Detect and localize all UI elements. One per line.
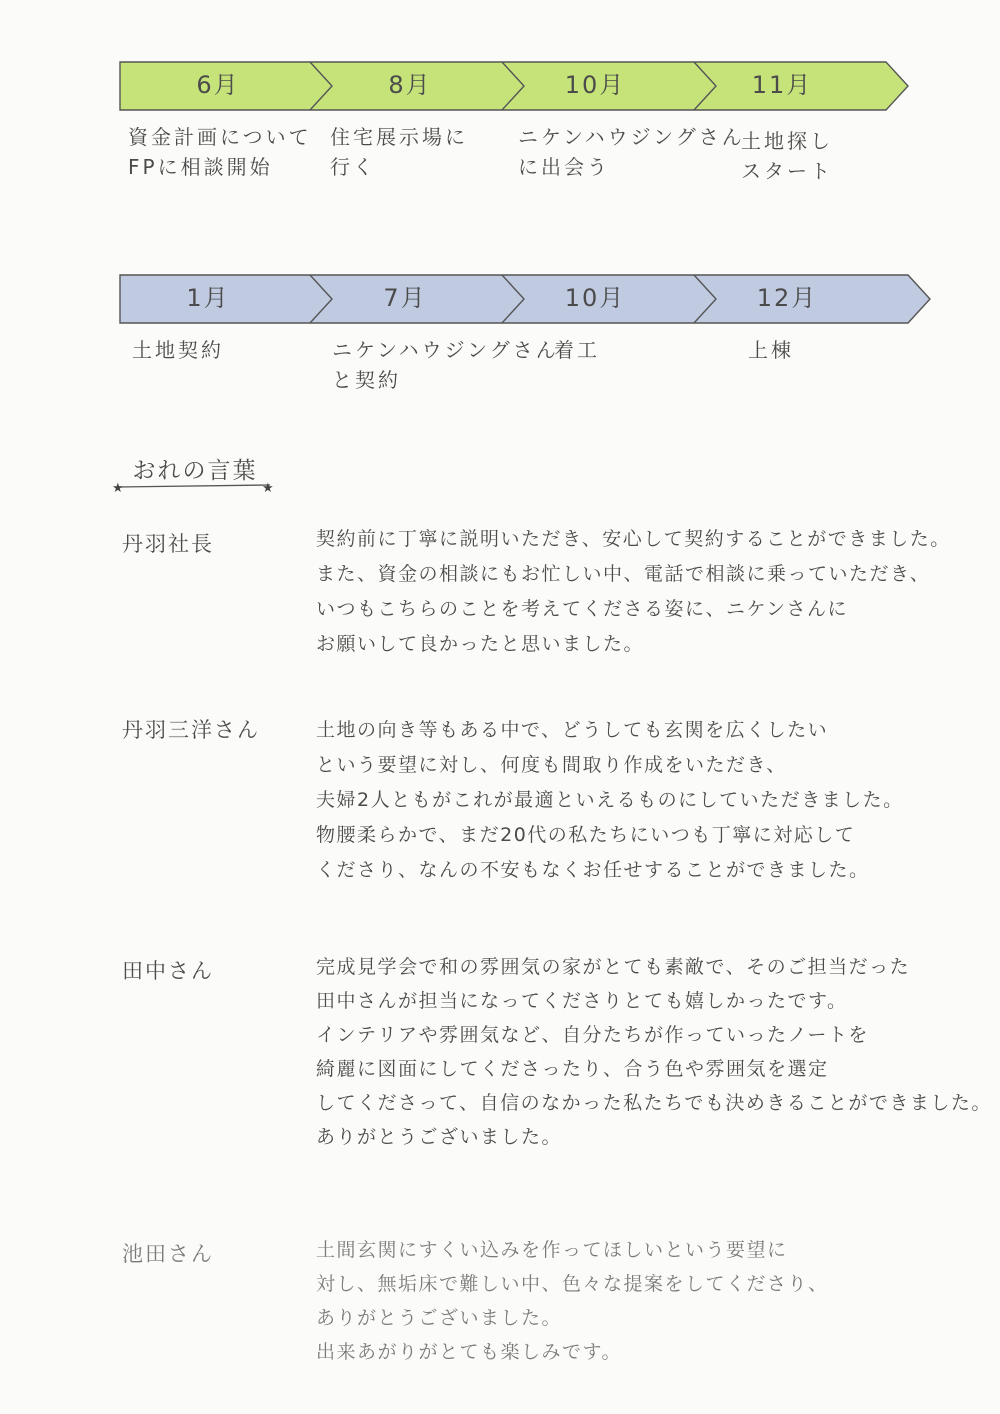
timeline-event: ニケンハウジングさん と契約 [332,338,559,392]
message-text: 土地の向き等もある中で、どうしても玄関を広くしたい という要望に対し、何度も間取り作成をいただき、 夫婦2人ともがこれが最適といえるものにしていただきました。 物腰柔らかで、まだ20代の私たちにいつも丁寧に対応して くださり、なんの不安もなくお任せすることができました。 [316,719,904,881]
timeline-event: 資金計画について FPに相談開始 [128,125,312,179]
timeline-event: 着工 [554,338,600,362]
month-label: 8月 [388,71,432,99]
section-title: おれの言葉 [132,458,258,484]
person-name: 丹羽三洋さん [122,718,260,742]
timeline-event: ニケンハウジングさん に出会う [518,125,745,179]
timeline-2019 [118,60,938,190]
timeline-event: 住宅展示場に 行く [330,125,468,179]
month-label: 1月 [186,284,230,312]
month-label: 11月 [751,71,813,99]
month-label: 10月 [564,71,626,99]
timeline-event: 土地契約 [132,338,224,362]
message-text: 契約前に丁寧に説明いただき、安心して契約することができました。 また、資金の相談にもお忙しい中、電話で相談に乗っていただき、 いつもこちらのことを考えてくださる姿に、ニケンさんに お願いして良かったと思いました。 [316,528,951,655]
person-name: 池田さん [122,1242,214,1266]
month-label: 7月 [383,284,427,312]
timeline-event: 上棟 [748,338,794,362]
month-label: 12月 [756,284,818,312]
timeline-2020 [118,273,938,403]
message-text: 完成見学会で和の雰囲気の家がとても素敵で、そのご担当だった 田中さんが担当になってくださりとても嬉しかったです。 インテリアや雰囲気など、自分たちが作っていったノートを 綺麗に図面にしてくださったり、合う色や雰囲気を選定 してくださって、自信のなかった私たちでも決めきることができました。 ありがとうございました。 [316,956,992,1148]
person-name: 丹羽社長 [122,532,214,556]
month-label: 6月 [196,71,240,99]
star-icon: ★ [112,481,124,494]
person-name: 田中さん [122,959,214,983]
message-text: 土間玄関にすくい込みを作ってほしいという要望に 対し、無垢床で難しい中、色々な提案をしてくださり、 ありがとうございました。 出来あがりがとても楽しみです。 [316,1239,829,1363]
timeline-event: 土地探し スタート [741,129,833,183]
star-icon: ★ [262,481,274,494]
title-underline [112,480,276,494]
month-label: 10月 [564,284,626,312]
